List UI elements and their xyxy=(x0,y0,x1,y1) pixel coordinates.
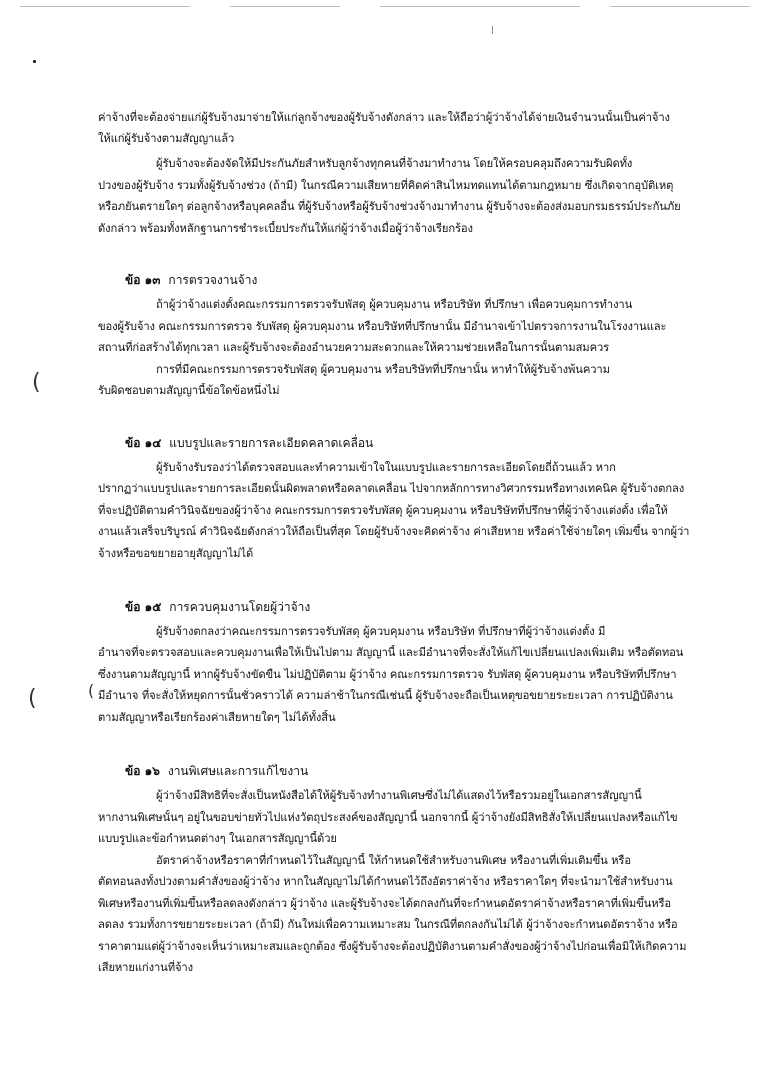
text-line: ผู้รับจ้างรับรองว่าได้ตรวจสอบและทำความเข้าใจในแบบรูปและรายการละเอียดโดยถี่ถ้วนแล้ว หาก xyxy=(156,461,616,474)
section-number: ข้อ ๑๖ xyxy=(125,764,160,778)
section-heading xyxy=(125,599,310,615)
scan-speck xyxy=(492,26,493,34)
scan-artifact-top xyxy=(0,0,764,14)
text-line: ดังกล่าว พร้อมทั้งหลักฐานการชำระเบี้ยประกันให้แก่ผู้ว่าจ้างเมื่อผู้ว่าจ้างเรียกร้อง xyxy=(98,222,473,235)
margin-mark: ( xyxy=(28,686,37,711)
text-line: ราคาตามแต่ผู้ว่าจ้างจะเห็นว่าเหมาะสมและถูกต้อง ซึ่งผู้รับจ้างจะต้องปฏิบัติงานตามคำสั่งของผู้ว่าจ้างไปก่อนเพื่อมิให้เกิดความ xyxy=(98,940,687,953)
text-line: ของผู้รับจ้าง คณะกรรมการตรวจ รับพัสดุ ผู้ควบคุมงาน หรือบริษัทที่ปรึกษานั้น มีอำนาจเข้าไปตรวจการงานในโรงงานและ xyxy=(98,320,667,333)
text-line: ผู้รับจ้างตกลงว่าคณะกรรมการตรวจรับพัสดุ ผู้ควบคุมงาน หรือบริษัท ที่ปรึกษาที่ผู้ว่าจ้างแต่งตั้ง มี xyxy=(156,625,606,638)
text-line: พิเศษหรืองานที่เพิ่มขึ้นหรือลดลงดังกล่าว ผู้ว่าจ้าง และผู้รับจ้างจะได้ตกลงกันที่จะกำหนดอัตราค่าจ้างหรือราคาที่เพิ่มขึ้นหรือ xyxy=(98,897,672,910)
section-title: งานพิเศษและการแก้ไขงาน xyxy=(167,764,309,778)
section-title: การตรวจงานจ้าง xyxy=(168,273,258,287)
section-title: แบบรูปและรายการละเอียดคลาดเคลื่อน xyxy=(169,436,374,450)
text-line: หรือภยันตรายใดๆ ต่อลูกจ้างหรือบุคคลอื่น ที่ผู้รับจ้างหรือผู้รับจ้างช่วงจ้างมาทำงาน ผู้รับจ้างจะต้องส่งมอบกรมธรรม์ประกันภัย xyxy=(98,200,681,213)
text-line: ผู้รับจ้างจะต้องจัดให้มีประกันภัยสำหรับลูกจ้างทุกคนที่จ้างมาทำงาน โดยให้ครอบคลุมถึงความรับผิดทั้ง xyxy=(156,157,633,170)
text-line: สถานที่ก่อสร้างได้ทุกเวลา และผู้รับจ้างจะต้องอำนวยความสะดวกและให้ความช่วยเหลือในการนั้นตามสมควร xyxy=(98,341,610,354)
section-number: ข้อ ๑๔ xyxy=(125,436,162,450)
text-line: จ้างหรือขอขยายอายุสัญญาไม่ได้ xyxy=(98,547,254,560)
text-line: ตามสัญญาหรือเรียกร้องค่าเสียหายใดๆ ไม่ได้ทั้งสิ้น xyxy=(98,711,336,724)
text-line: ซึ่งงานตามสัญญานี้ หากผู้รับจ้างขัดขืน ไม่ปฏิบัติตาม ผู้ว่าจ้าง คณะกรรมการตรวจ รับพัสดุ ผู้ควบคุมงาน หรือบริษัทที่ปรึกษา xyxy=(98,668,677,681)
margin-mark: ( xyxy=(32,370,41,395)
text-line: อำนาจที่จะตรวจสอบและควบคุมงานเพื่อให้เป็นไปตาม สัญญานี้ และมีอำนาจที่จะสั่งให้แก้ไขเปลี่ยนแปลงเพิ่มเติม หรือตัดทอน xyxy=(98,646,684,659)
text-line: ตัดทอนลงทั้งปวงตามคำสั่งของผู้ว่าจ้าง หากในสัญญาไม่ได้กำหนดไว้ถึงอัตราค่าจ้าง หรือราคาใดๆ ที่จะนำมาใช้สำหรับงาน xyxy=(98,875,673,888)
text-line: การที่มีคณะกรรมการตรวจรับพัสดุ ผู้ควบคุมงาน หรือบริษัทที่ปรึกษานั้น หาทำให้ผู้รับจ้างพ้นความ xyxy=(156,363,610,376)
section-heading xyxy=(125,435,373,451)
text-line: ที่จะปฏิบัติตามคำวินิจฉัยของผู้ว่าจ้าง คณะกรรมการตรวจรับพัสดุ ผู้ควบคุมงาน หรือบริษัทที่ปรึกษาที่ผู้ว่าจ้างแต่งตั้ง เพื่อให้ xyxy=(98,504,668,517)
section-number: ข้อ ๑๕ xyxy=(125,600,162,614)
section-heading xyxy=(125,763,308,779)
text-line: เสียหายแก่งานที่จ้าง xyxy=(98,961,193,974)
text-line: งานแล้วเสร็จบริบูรณ์ คำวินิจฉัยดังกล่าวให้ถือเป็นที่สุด โดยผู้รับจ้างจะคิดค่าจ้าง ค่าเสียหาย หรือค่าใช้จ่ายใดๆ เพิ่มขึ้น จากผู้ว่า xyxy=(98,525,690,538)
section-number: ข้อ ๑๓ xyxy=(125,273,161,287)
text-line: ค่าจ้างที่จะต้องจ่ายแก่ผู้รับจ้างมาจ่ายให้แก่ลูกจ้างของผู้รับจ้างดังกล่าว และให้ถือว่าผู้ว่าจ้างได้จ่ายเงินจำนวนนั้นเป็นค่าจ้าง xyxy=(98,111,670,124)
text-line: ปวงของผู้รับจ้าง รวมทั้งผู้รับจ้างช่วง (ถ้ามี) ในกรณีความเสียหายที่คิดค่าสินไหมทดแทนได้ตามกฎหมาย ซึ่งเกิดจากอุบัติเหตุ xyxy=(98,179,674,192)
text-line: มีอำนาจ ที่จะสั่งให้หยุดการนั้นชั่วคราวได้ ความล่าช้าในกรณีเช่นนี้ ผู้รับจ้างจะถือเป็นเหตุขอขยายระยะเวลา การปฏิบัติงาน xyxy=(98,689,673,702)
text-line: ผู้ว่าจ้างมีสิทธิที่จะสั่งเป็นหนังสือได้ให้ผู้รับจ้างทำงานพิเศษซึ่งไม่ได้แสดงไว้หรือรวมอยู่ในเอกสารสัญญานี้ xyxy=(156,789,642,802)
text-line: ปรากฏว่าแบบรูปและรายการละเอียดนั้นผิดพลาดหรือคลาดเคลื่อน ไปจากหลักการทางวิศวกรรมหรือทางเทคนิค ผู้รับจ้างตกลง xyxy=(98,482,685,495)
text-line: รับผิดชอบตามสัญญานี้ข้อใดข้อหนึ่งไม่ xyxy=(98,384,280,397)
text-line: แบบรูปและข้อกำหนดต่างๆ ในเอกสารสัญญานี้ด้วย xyxy=(98,832,337,845)
section-title: การควบคุมงานโดยผู้ว่าจ้าง xyxy=(169,600,311,614)
text-line: ให้แก่ผู้รับจ้างตามสัญญาแล้ว xyxy=(98,132,235,145)
text-line: ลดลง รวมทั้งการขยายระยะเวลา (ถ้ามี) กันใหม่เพื่อความเหมาะสม ในกรณีที่ตกลงกันไม่ได้ ผู้ว่าจ้างจะกำหนดอัตราจ้าง หรือ xyxy=(98,918,678,931)
margin-mark: ( xyxy=(88,681,95,700)
text-line: อัตราค่าจ้างหรือราคาที่กำหนดไว้ในสัญญานี้ ให้กำหนดใช้สำหรับงานพิเศษ หรืองานที่เพิ่มเติมขึ้น หรือ xyxy=(156,854,631,867)
text-line: หากงานพิเศษนั้นๆ อยู่ในขอบข่ายทั่วไปแห่งวัตถุประสงค์ของสัญญานี้ นอกจากนี้ ผู้ว่าจ้างยังมีสิทธิสั่งให้เปลี่ยนแปลงหรือแก้ไข xyxy=(98,811,678,824)
section-heading xyxy=(125,272,257,288)
scan-speck xyxy=(33,60,36,63)
text-line: ถ้าผู้ว่าจ้างแต่งตั้งคณะกรรมการตรวจรับพัสดุ ผู้ควบคุมงาน หรือบริษัท ที่ปรึกษา เพื่อควบคุมการทำงาน xyxy=(156,298,633,311)
